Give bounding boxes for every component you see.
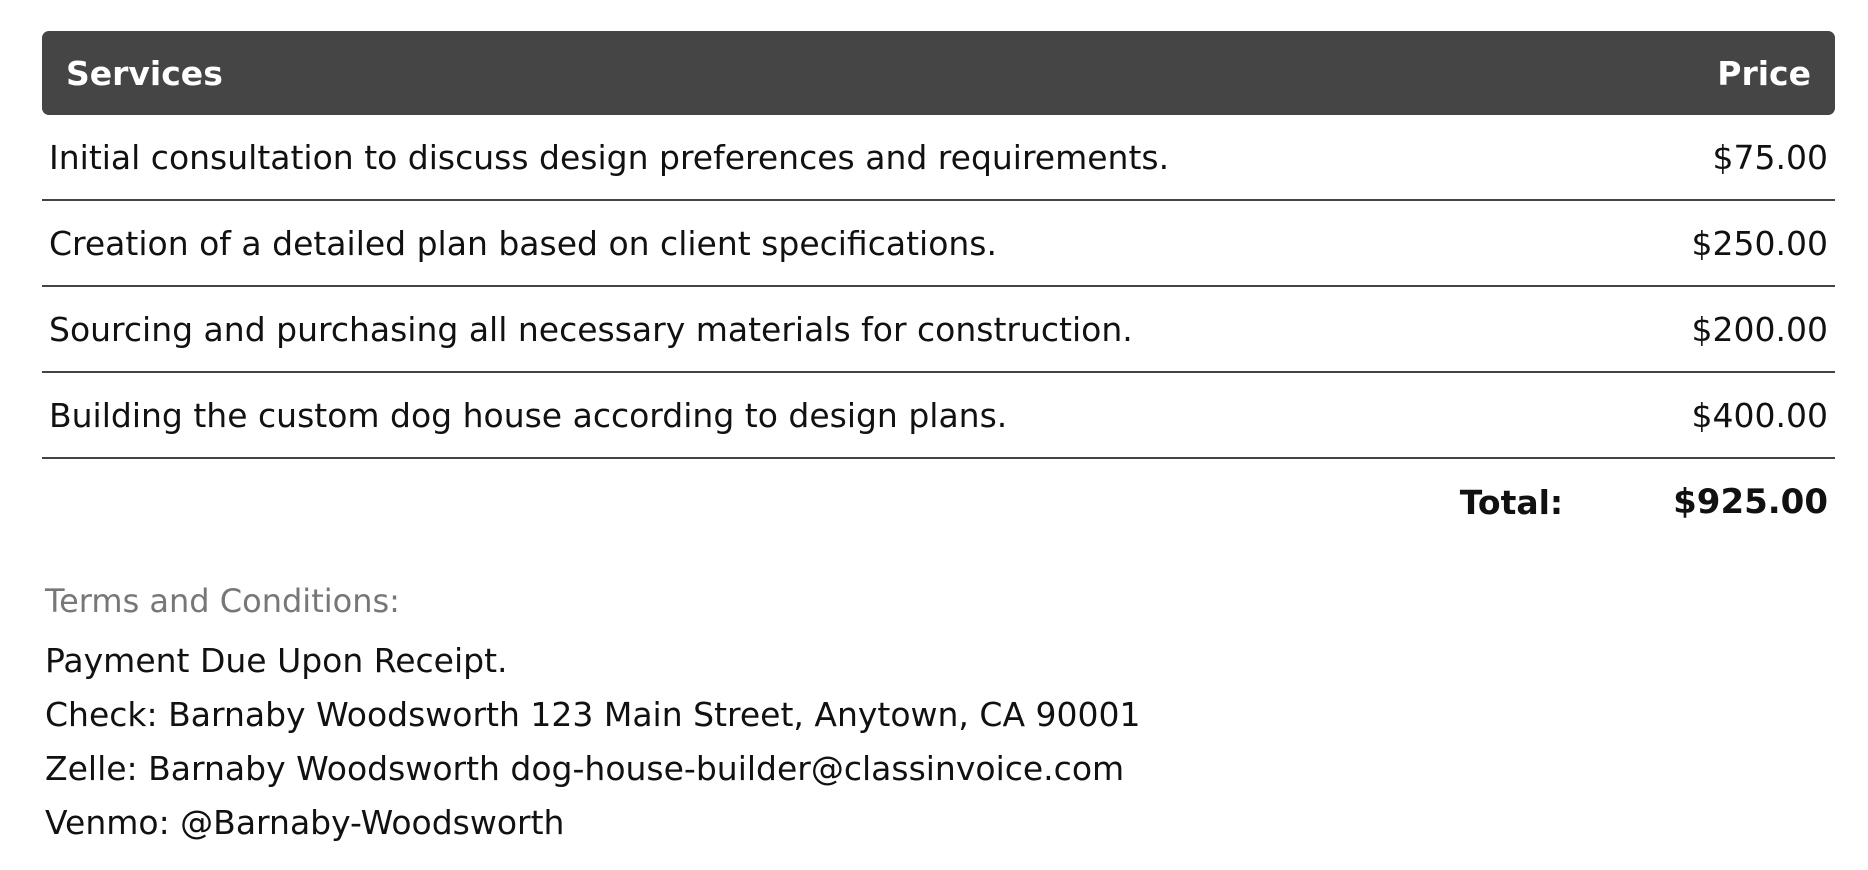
service-description: Initial consultation to discuss design preferences and requirements. <box>49 137 1170 177</box>
terms-payment-due: Payment Due Upon Receipt. <box>45 641 508 680</box>
terms-venmo-info: Venmo: @Barnaby-Woodsworth <box>45 803 565 842</box>
terms-check-info: Check: Barnaby Woodsworth 123 Main Street, Anytown, CA 90001 <box>45 695 1141 734</box>
terms-zelle-info: Zelle: Barnaby Woodsworth dog-house-builder@classinvoice.com <box>45 749 1125 788</box>
service-price: $75.00 <box>1712 137 1828 177</box>
table-row <box>42 287 1835 373</box>
services-table <box>42 31 1835 545</box>
services-column-header: Services <box>66 53 223 93</box>
service-description: Sourcing and purchasing all necessary materials for construction. <box>49 309 1133 349</box>
terms-section <box>45 582 1141 850</box>
service-description: Creation of a detailed plan based on client specifications. <box>49 223 997 263</box>
total-value: $925.00 <box>1673 482 1828 522</box>
service-description: Building the custom dog house according to design plans. <box>49 395 1008 435</box>
service-price: $250.00 <box>1691 223 1828 263</box>
table-row <box>42 115 1835 201</box>
service-price: $400.00 <box>1691 395 1828 435</box>
price-column-header: Price <box>1717 53 1811 93</box>
table-row <box>42 201 1835 287</box>
table-header <box>42 31 1835 115</box>
total-row <box>42 459 1835 545</box>
table-row <box>42 373 1835 459</box>
service-price: $200.00 <box>1691 309 1828 349</box>
total-label: Total: <box>1459 482 1564 522</box>
terms-heading: Terms and Conditions: <box>45 582 400 620</box>
